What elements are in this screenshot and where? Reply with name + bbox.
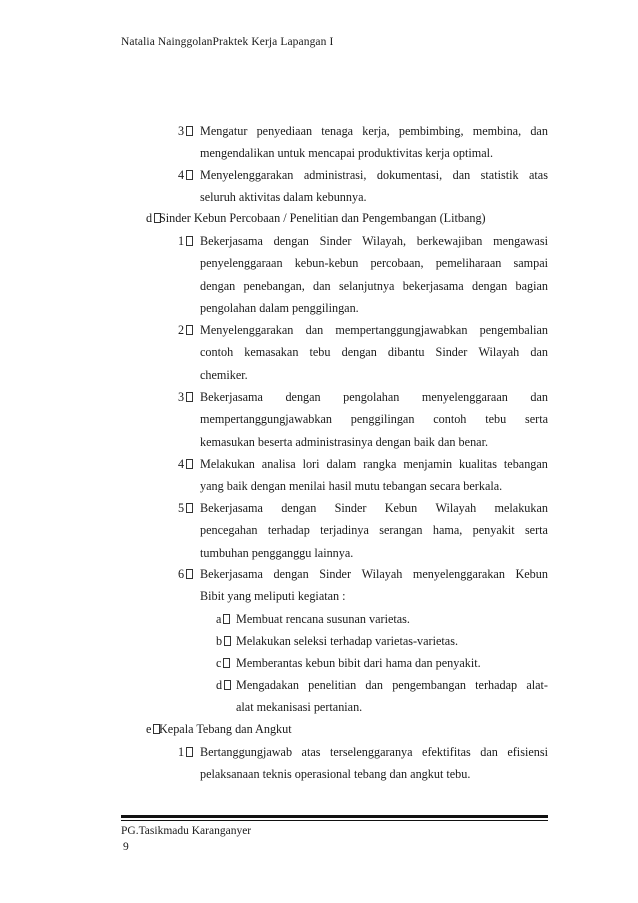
list-marker [178,168,193,182]
list-item-line [200,234,548,248]
word: kemasakan [244,345,299,360]
word: dengan [273,234,309,248]
word: Menyelenggarakan [200,168,294,182]
list-marker-label: 3 [178,390,185,404]
word: hama, [432,523,463,538]
word: administrasi, [303,168,367,182]
word: membina, [472,124,522,138]
word: Melakukan [200,457,255,471]
list-marker-label: b [216,634,223,648]
list-marker [178,457,193,471]
footer-rule-thin [121,820,548,821]
word: dokumentasi, [376,168,443,182]
word: tebu [485,412,507,427]
list-marker-label: d [216,678,223,692]
list-marker-label: d [146,211,153,225]
list-marker [178,124,193,138]
word: selanjutnya [338,278,395,293]
placeholder-glyph-icon [223,658,230,668]
list-marker [178,745,193,759]
list-marker-label: e [146,722,152,736]
word: Mengadakan [236,678,299,692]
page-header: Natalia NainggolanPraktek Kerja Lapangan I [121,36,334,48]
list-marker [216,634,231,648]
word: Wilayah [361,567,403,581]
word: Menyelenggarakan [200,323,294,337]
word: mengawasi [493,234,548,248]
placeholder-glyph-icon [186,236,193,246]
list-marker-label: 4 [178,168,185,182]
word: tebu [309,345,331,360]
word: pengembalian [479,323,548,337]
word: Bekerjasama [200,567,263,581]
word: serangan [379,523,423,538]
list-marker [216,612,230,626]
placeholder-glyph-icon [186,126,193,136]
word: alat- [526,678,548,692]
word: dengan [200,278,236,293]
list-marker-label: 6 [178,567,185,581]
word: lori [302,457,320,471]
word: Bekerjasama [200,390,263,404]
word: dan [480,745,498,759]
list-item-line: Sinder Kebun Percobaan / Penelitian dan Pengembangan (Litbang) [159,211,486,225]
word: rangka [363,457,397,471]
word: statistik [480,168,519,182]
list-marker-label: 1 [178,234,185,248]
word: bekerjasama [402,278,464,293]
word: Mengatur [200,124,248,138]
word: penyediaan [256,124,313,138]
word: atas [529,168,548,182]
word: penyelenggaraan [200,256,283,271]
placeholder-glyph-icon [186,747,193,757]
list-item-line [236,678,548,692]
word: Wilayah [435,501,477,515]
word: analisa [261,457,296,471]
list-marker [178,390,193,404]
word: melakukan [494,501,548,515]
list-item-line: Membuat rencana susunan varietas. [236,612,410,626]
list-item-line: alat mekanisasi pertanian. [236,700,363,715]
word: Wilayah, [362,234,407,248]
list-item-line: yang baik dengan menilai hasil mutu tebangan secara berkala. [200,479,503,494]
word: dan [313,278,331,293]
word: kebun-kebun [294,256,359,271]
word: Kebun [515,567,548,581]
word: pencegahan [200,523,258,538]
word: tenaga [321,124,354,138]
word: dan [530,124,548,138]
list-item-line: kemasukan beserta administrasinya dengan baik dan benar. [200,434,489,449]
word: pengolahan [343,390,400,404]
word: contoh [200,345,234,360]
word: dan [530,345,548,360]
placeholder-glyph-icon [223,614,230,624]
word: Wilayah [478,345,520,360]
word: dan [365,678,383,692]
word: Sinder [435,345,468,360]
list-item-line: Bibit yang meliputi kegiatan : [200,589,346,604]
placeholder-glyph-icon [224,636,231,646]
word: pemeliharaan [435,256,502,271]
placeholder-glyph-icon [186,569,193,579]
placeholder-glyph-icon [224,680,231,690]
word: dibantu [387,345,425,360]
list-item-line: Memberantas kebun bibit dari hama dan penyakit. [236,656,481,670]
word: dan [452,168,471,182]
list-item-line: Melakukan seleksi terhadap varietas-varietas. [236,634,458,648]
word: menyelenggarakan [412,567,505,581]
word: Bekerjasama [200,234,263,248]
word: kerja, [362,124,390,138]
list-marker-label: 2 [178,323,185,337]
word: mempertanggungjawabkan [200,412,332,427]
list-item-line: Kepala Tebang dan Angkut [159,722,292,736]
list-item-line: tumbuhan pengganggu lainnya. [200,545,354,560]
footer-location: PG.Tasikmadu Karanganyer [121,825,252,837]
list-item-line: pelaksanaan teknis operasional tebang dan angkut tebu. [200,767,471,782]
word: dengan [281,501,317,515]
list-marker-label: 1 [178,745,185,759]
word: menjamin [403,457,453,471]
list-item-line [200,124,548,138]
word: Kebun [384,501,418,515]
list-item-line [200,345,548,359]
word: penggilingan [350,412,415,427]
list-item-line [200,256,548,270]
list-marker [178,323,193,337]
list-item-line: pengolahan dalam penggilingan. [200,300,359,315]
word: bagian [515,278,548,293]
word: penyakit [472,523,515,538]
list-marker [178,234,193,248]
word: dalam [326,457,357,471]
list-marker [178,501,193,515]
placeholder-glyph-icon [186,170,193,180]
word: dengan [471,278,508,293]
list-marker-label: 4 [178,457,185,471]
word: terhadap [267,523,310,538]
list-item-line [200,745,548,759]
word: Sinder [319,567,352,581]
list-item-line [200,567,548,581]
list-marker [216,678,231,692]
word: percobaan, [370,256,424,271]
list-item-line [200,279,548,293]
list-marker [216,656,230,670]
word: dan [305,323,324,337]
list-item-line [200,323,548,337]
list-item-line [200,501,548,515]
footer-rule-thick [121,815,548,818]
word: sampai [513,256,548,271]
word: Bekerjasama [200,501,263,515]
list-item-line [200,457,548,471]
word: menyelenggaraan [421,390,508,404]
word: berkewajiban [416,234,483,248]
word: efektifitas [422,745,471,759]
word: terjadinya [320,523,369,538]
word: terhadap [475,678,518,692]
word: atas [301,745,321,759]
list-marker [178,567,193,581]
word: Sinder [319,234,352,248]
word: serta [524,412,548,427]
list-item-line [200,168,548,182]
list-item-line: chemiker. [200,367,248,382]
word: mempertanggungjawabkan [335,323,468,337]
placeholder-glyph-icon [186,325,193,335]
word: serta [524,523,548,538]
word: dan [530,390,548,404]
list-item-line: mengendalikan untuk mencapai produktivitas kerja optimal. [200,146,494,161]
placeholder-glyph-icon [186,459,193,469]
word: kualitas [459,457,497,471]
word: efisiensi [507,745,548,759]
placeholder-glyph-icon [186,503,193,513]
word: pembimbing, [398,124,464,138]
word: terselenggaranya [329,745,413,759]
word: penelitian [308,678,357,692]
list-marker-label: 5 [178,501,185,515]
word: pengembangan [392,678,466,692]
word: contoh [433,412,467,427]
list-item-line: seluruh aktivitas dalam kebunnya. [200,190,367,205]
list-marker-label: c [216,656,222,670]
list-item-line [200,412,548,426]
word: dengan [341,345,377,360]
placeholder-glyph-icon [186,392,193,402]
word: tebangan [503,457,548,471]
word: dengan [273,567,309,581]
list-item-line [200,390,548,404]
page-number: 9 [123,841,129,853]
list-marker-label: a [216,612,222,626]
word: Sinder [334,501,367,515]
list-item-line [200,523,548,537]
word: dengan [285,390,321,404]
list-marker-label: 3 [178,124,185,138]
word: penebangan, [243,278,305,293]
word: Bertanggungjawab [200,745,293,759]
